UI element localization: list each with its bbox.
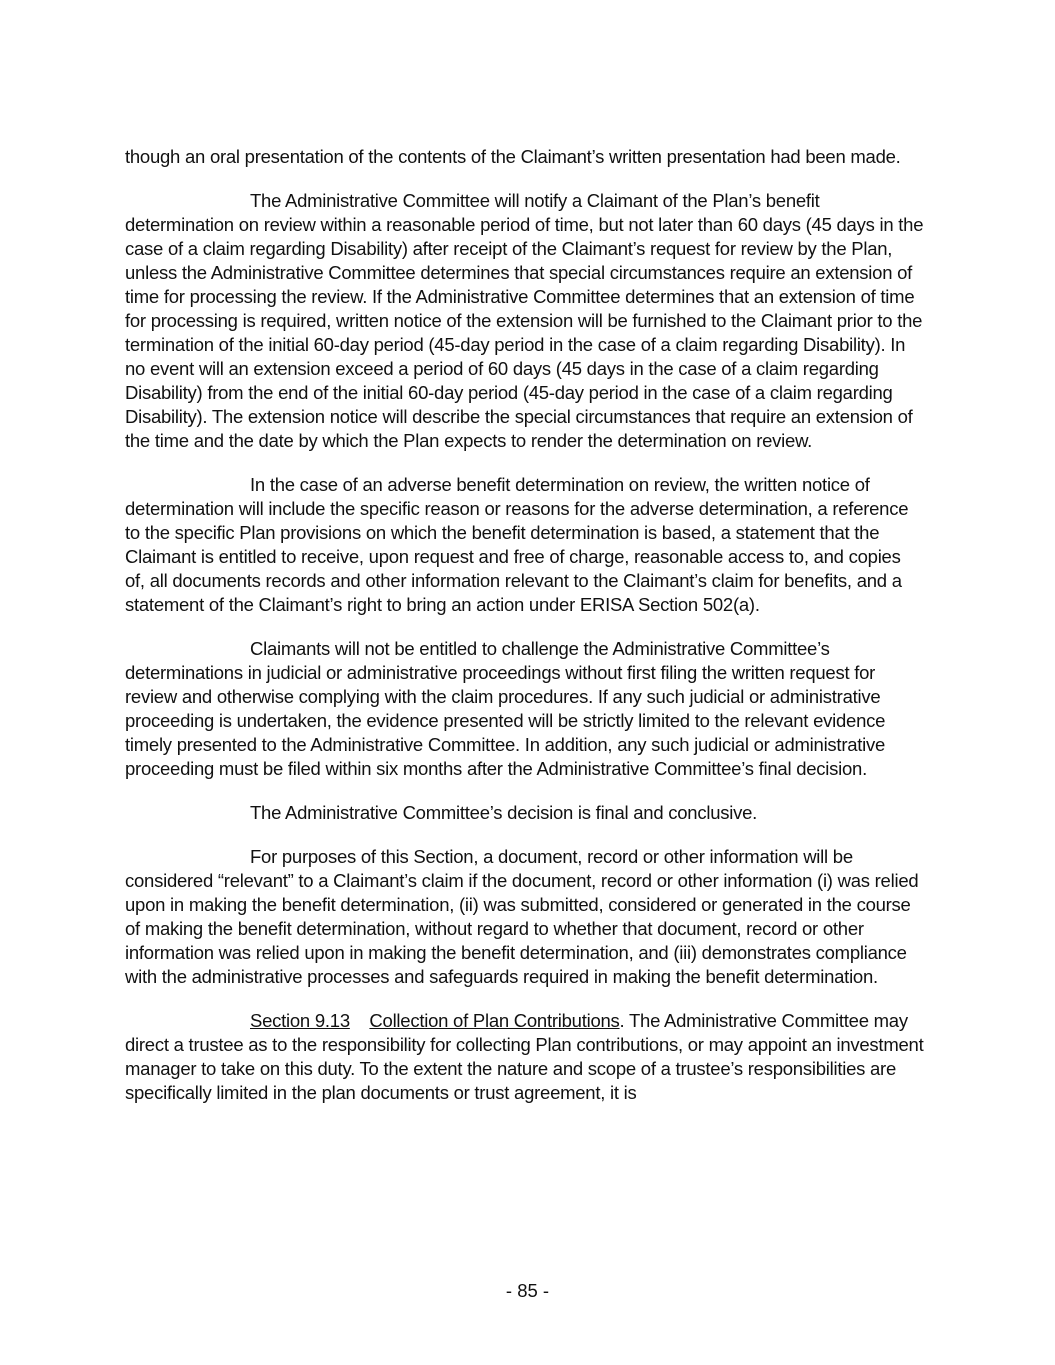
paragraph-adverse-determination: In the case of an adverse benefit determination on review, the written notice of determination will include the specific reason or reasons for the adverse determination, a reference to the specific Plan provisions on which the benefit determination is based, a statement that the Claimant is entitled to receive, upon request and free of charge, reasonable access to, and copies of, all documents records and other information relevant to the Claimant’s claim for benefits, and a statement of the Claimant’s right to bring an action under ERISA Section 502(a).	[125, 474, 909, 615]
section-title: Collection of Plan Contributions	[369, 1010, 620, 1031]
section-body: The Administrative Committee may direct a trustee as to the responsibility for collecting Plan contributions, or may appoint an investment manager to take on this duty. To the extent the nature and scope of a trustee’s responsibilities are specifically limited in the plan documents or trust agreement, it is	[125, 1010, 924, 1103]
paragraph-review-notice: The Administrative Committee will notify a Claimant of the Plan’s benefit determination on review within a reasonable period of time, but not later than 60 days (45 days in the case of a claim regarding Disability) after receipt of the Claimant’s request for review by the Plan, unless the Administrative Committee determines that special circumstances require an extension of time for processing the review. If the Administrative Committee determines that an extension of time for processing is required, written notice of the extension will be furnished to the Claimant prior to the termination of the initial 60-day period (45-day period in the case of a claim regarding Disability). In no event will an extension exceed a period of 60 days (45 days in the case of a claim regarding Disability) from the end of the initial 60-day period (45-day period in the case of a claim regarding Disability). The extension notice will describe the special circumstances that require an extension of the time and the date by which the Plan expects to render the determination on review.	[125, 190, 924, 451]
paragraph-challenge-limits: Claimants will not be entitled to challenge the Administrative Committee’s determinations in judicial or administrative proceedings without first filing the written request for review and otherwise complying with the claim procedures. If any such judicial or administrative proceeding is undertaken, the evidence presented will be strictly limited to the relevant evidence timely presented to the Administrative Committee. In addition, any such judicial or administrative proceeding must be filed within six months after the Administrative Committee’s final decision.	[125, 638, 886, 779]
paragraph-relevant-definition: For purposes of this Section, a document, record or other information will be considered “relevant” to a Claimant’s claim if the document, record or other information (i) was relied upon in making the benefit determination, (ii) was submitted, considered or generated in the course of making the benefit determination, without regard to whether that document, record or other information was relied upon in making the benefit determination, and (iii) demonstrates compliance with the administrative processes and safeguards required in making the benefit determination.	[125, 846, 919, 987]
page-number: - 85 -	[505, 1280, 550, 1301]
section-9-13-paragraph	[125, 1009, 925, 1105]
section-title-period: .	[619, 1010, 625, 1031]
document-page	[125, 145, 925, 1125]
paragraph-final-decision: The Administrative Committee’s decision is final and conclusive.	[250, 802, 758, 823]
section-number: Section 9.13	[250, 1010, 350, 1031]
paragraph-continuation: though an oral presentation of the contents of the Claimant’s written presentation had been made.	[125, 146, 901, 167]
